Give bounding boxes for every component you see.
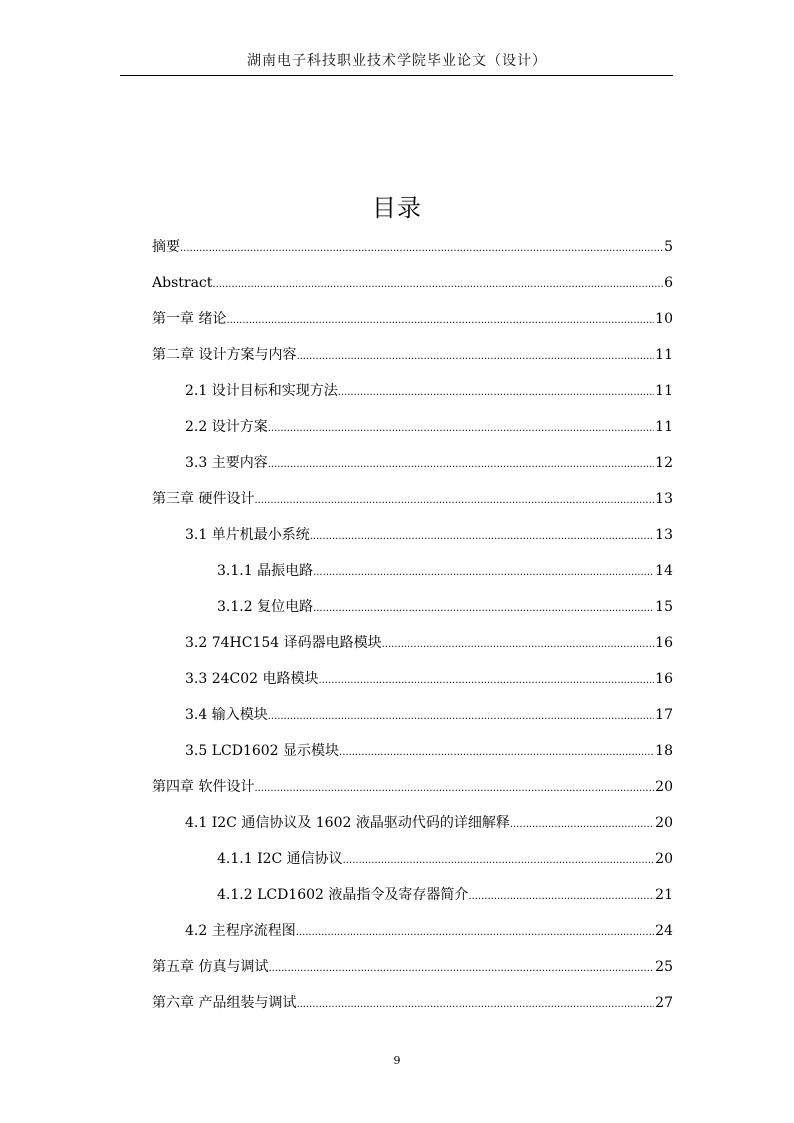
toc-entry-page: 11 <box>655 383 673 399</box>
toc-title: 目录 <box>372 194 422 222</box>
toc-entry-section-3-1[interactable] <box>185 525 673 545</box>
toc-entry-page: 10 <box>655 311 673 327</box>
toc-entry-page: 17 <box>655 707 673 723</box>
toc-entry-label: 3.4 输入模块 <box>185 707 268 723</box>
toc-entry-section-3-3-main[interactable] <box>185 453 673 473</box>
toc-entry-page: 5 <box>664 239 673 255</box>
toc-entry-label: 3.1.1 晶振电路 <box>217 563 314 579</box>
toc-entry-label: 3.5 LCD1602 显示模块 <box>185 743 340 759</box>
toc-entry-label: 第四章 软件设计 <box>152 779 255 795</box>
toc-entry-page: 13 <box>655 527 673 543</box>
toc-entry-section-3-2[interactable] <box>185 633 673 653</box>
toc-leader-dots <box>319 671 655 691</box>
toc-entry-label: 4.1.2 LCD1602 液晶指令及寄存器简介 <box>217 887 469 903</box>
toc-leader-dots <box>310 527 654 547</box>
toc-entry-chapter-2[interactable] <box>152 345 673 365</box>
toc-entry-label: 第三章 硬件设计 <box>152 491 255 507</box>
toc-leader-dots <box>212 275 663 295</box>
toc-entry-chapter-6[interactable] <box>152 993 673 1013</box>
toc-leader-dots <box>296 347 654 367</box>
toc-entry-section-2-2[interactable] <box>185 417 673 437</box>
toc-entry-label: 3.2 74HC154 译码器电路模块 <box>185 635 382 651</box>
toc-entry-label: 2.2 设计方案 <box>185 419 268 435</box>
toc-leader-dots <box>296 995 654 1015</box>
page-header: 湖南电子科技职业技术学院毕业论文（设计） <box>247 53 547 69</box>
toc-entry-section-4-1-1[interactable] <box>217 849 673 869</box>
toc-entry-page: 11 <box>655 347 673 363</box>
toc-entry-section-4-1-2[interactable] <box>217 885 673 905</box>
toc-leader-dots <box>268 959 654 979</box>
toc-entry-label: 4.2 主程序流程图 <box>185 923 296 939</box>
toc-leader-dots <box>382 635 655 655</box>
toc-leader-dots <box>343 851 655 871</box>
toc-leader-dots <box>296 923 654 943</box>
toc-entry-label: 3.3 主要内容 <box>185 455 268 471</box>
toc-entry-page: 13 <box>655 491 673 507</box>
toc-entry-page: 15 <box>655 599 673 615</box>
toc-entry-chapter-3[interactable] <box>152 489 673 509</box>
toc-entry-abstract-cn[interactable] <box>152 237 673 257</box>
toc-leader-dots <box>268 455 654 475</box>
toc-entry-section-3-5[interactable] <box>185 741 673 761</box>
toc-leader-dots <box>338 383 654 403</box>
toc-entry-page: 21 <box>655 887 673 903</box>
toc-entry-label: 第二章 设计方案与内容 <box>152 347 297 363</box>
toc-leader-dots <box>510 815 654 835</box>
toc-entry-label: 3.1.2 复位电路 <box>217 599 314 615</box>
toc-entry-label: Abstract <box>152 275 213 291</box>
toc-entry-page: 20 <box>655 815 673 831</box>
toc-entry-section-3-4[interactable] <box>185 705 673 725</box>
toc-entry-section-3-3[interactable] <box>185 669 673 689</box>
toc-leader-dots <box>254 491 654 511</box>
toc-entry-label: 第一章 绪论 <box>152 311 227 327</box>
toc-entry-chapter-1[interactable] <box>152 309 673 329</box>
toc-entry-page: 24 <box>655 923 673 939</box>
toc-leader-dots <box>313 563 654 583</box>
toc-entry-section-3-1-2[interactable] <box>217 597 673 617</box>
toc-entry-section-2-1[interactable] <box>185 381 673 401</box>
toc-entry-page: 20 <box>655 779 673 795</box>
toc-entry-page: 16 <box>655 635 673 651</box>
toc-leader-dots <box>226 311 654 331</box>
toc-entry-label: 3.3 24C02 电路模块 <box>185 671 319 687</box>
toc-entry-page: 11 <box>655 419 673 435</box>
toc-entry-section-3-1-1[interactable] <box>217 561 673 581</box>
toc-entry-page: 6 <box>664 275 673 291</box>
toc-entry-chapter-5[interactable] <box>152 957 673 977</box>
toc-entry-label: 第五章 仿真与调试 <box>152 959 269 975</box>
toc-entry-label: 3.1 单片机最小系统 <box>185 527 310 543</box>
toc-entry-page: 25 <box>655 959 673 975</box>
toc-leader-dots <box>339 743 654 763</box>
toc-leader-dots <box>268 419 654 439</box>
page-number: 9 <box>393 1054 401 1067</box>
toc-entry-chapter-4[interactable] <box>152 777 673 797</box>
toc-entry-section-4-2[interactable] <box>185 921 673 941</box>
toc-entry-page: 27 <box>655 995 673 1011</box>
toc-entry-page: 18 <box>655 743 673 759</box>
toc-entry-page: 14 <box>655 563 673 579</box>
toc-entry-page: 12 <box>655 455 673 471</box>
toc-entry-label: 2.1 设计目标和实现方法 <box>185 383 338 399</box>
toc-leader-dots <box>468 887 654 907</box>
toc-entry-page: 20 <box>655 851 673 867</box>
toc-leader-dots <box>313 599 654 619</box>
toc-entry-abstract-en[interactable] <box>152 273 673 293</box>
toc-entry-label: 4.1 I2C 通信协议及 1602 液晶驱动代码的详细解释 <box>185 815 510 831</box>
toc-entry-page: 16 <box>655 671 673 687</box>
toc-entry-label: 4.1.1 I2C 通信协议 <box>217 851 343 867</box>
toc-leader-dots <box>180 239 663 259</box>
toc-leader-dots <box>268 707 654 727</box>
toc-entry-section-4-1[interactable] <box>185 813 673 833</box>
toc-entry-label: 摘要 <box>152 239 180 255</box>
toc-leader-dots <box>254 779 654 799</box>
toc-entry-label: 第六章 产品组装与调试 <box>152 995 297 1011</box>
